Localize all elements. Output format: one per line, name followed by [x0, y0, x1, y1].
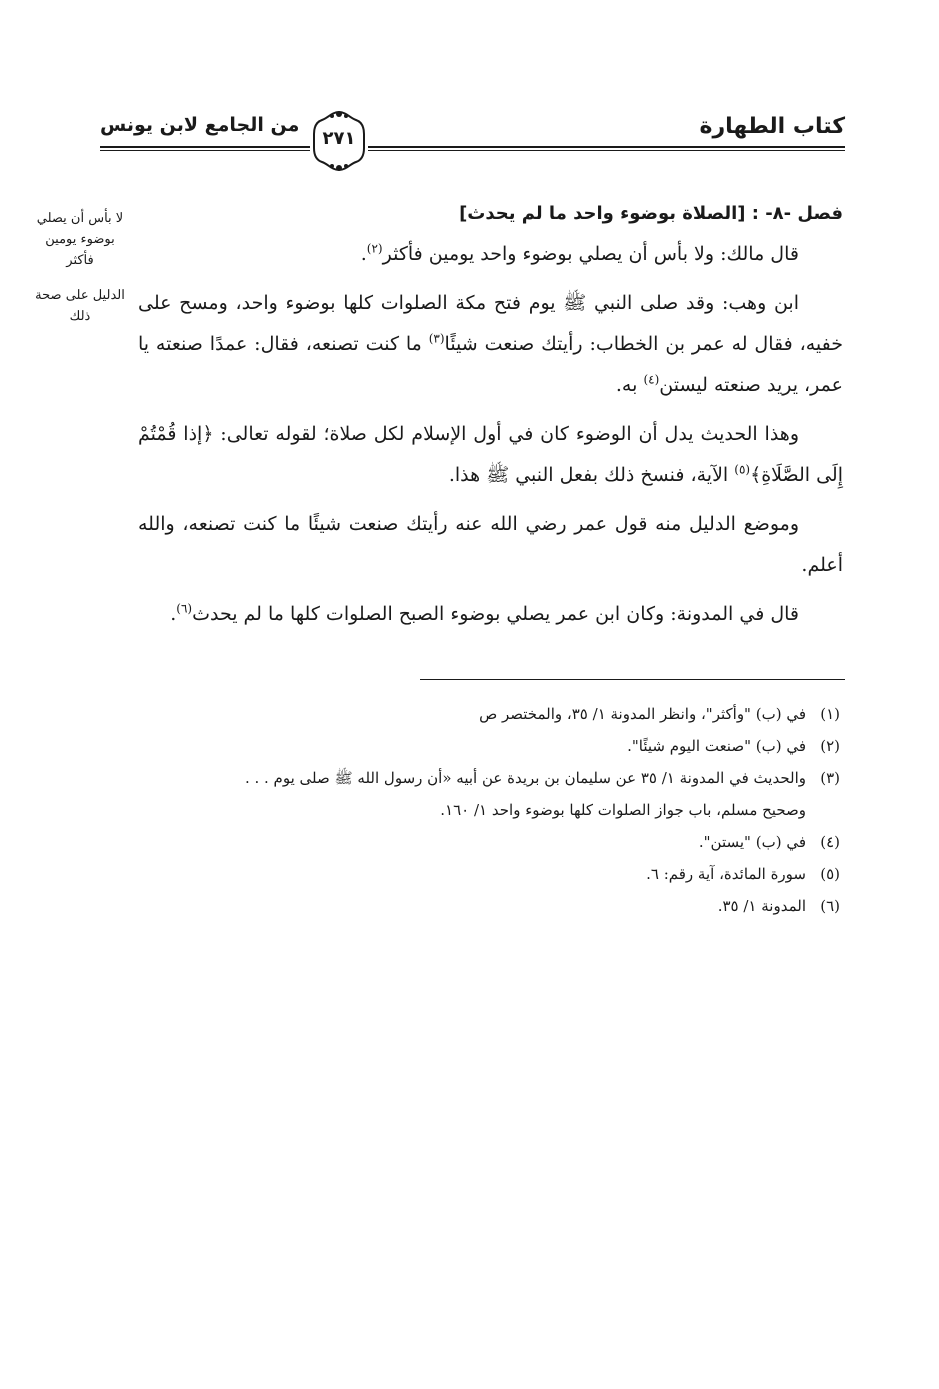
footnote [140, 890, 840, 922]
footnote [140, 762, 840, 794]
footnote-separator [420, 679, 845, 680]
paragraph-text: وهذا الحديث يدل أن الوضوء كان في أول الإسلام لكل صلاة؛ لقوله تعالى: ﴿إذا قُمْتُمْ إِلَى الصَّلَاةِ﴾ [138, 423, 843, 486]
footnote-ref: (٦) [176, 601, 193, 616]
footnote [140, 730, 840, 762]
running-title: من الجامع لابن يونس [100, 114, 309, 136]
paragraph-text: وموضع الدليل منه قول عمر رضي الله عنه رأيتك صنعت شيئًا ما كنت تصنعه، والله أعلم. [138, 513, 843, 576]
footnote-text: والحديث في المدونة ١/ ٣٥ عن سليمان بن بريدة عن أبيه «أن رسول الله ﷺ صلى يوم . . . [244, 769, 806, 787]
paragraph-text: قال في المدونة: وكان ابن عمر يصلي بوضوء الصبح الصلوات كلها ما لم يحدث [192, 603, 799, 625]
paragraph [138, 414, 843, 496]
paragraph [138, 504, 843, 586]
paragraph [138, 283, 843, 406]
footnote-ref: (٣) [428, 331, 445, 346]
book-title: كتاب الطهارة [690, 114, 845, 139]
footnote-continuation: وصحيح مسلم، باب جواز الصلوات كلها بوضوء واحد ١/ ١٦٠. [440, 801, 806, 819]
header-rule [100, 146, 845, 148]
margin-note: لا بأس أن يصلي بوضوء يومين فأكثر [36, 211, 124, 268]
footnote-number: (٣) [820, 769, 840, 787]
paragraph-tail: . [360, 243, 367, 265]
footnotes [140, 698, 840, 922]
paragraph-tail: . [170, 603, 177, 625]
page-number-ornament [310, 108, 368, 174]
footnote-number: (١) [820, 705, 840, 723]
footnote [140, 698, 840, 730]
footnote-text: سورة المائدة، آية رقم: ٦. [646, 865, 806, 883]
footnote [140, 858, 840, 890]
footnote-number: (٤) [820, 833, 840, 851]
footnote-ref: (٢) [366, 241, 383, 256]
paragraph [138, 234, 843, 275]
margin-notes [30, 208, 130, 341]
footnote-text: في (ب) "وأكثر"، وانظر المدونة ١/ ٣٥، والمختصر ص [479, 705, 806, 723]
paragraph-tail: ما كنت تصنعه، فقال: عمدًا صنعته يا عمر، يريد صنعته ليستن [138, 333, 843, 396]
footnote-ref: (٥) [734, 462, 751, 477]
footnote-text: المدونة ١/ ٣٥. [717, 897, 806, 915]
paragraph-text: ابن وهب: وقد صلى النبي ﷺ يوم فتح مكة الصلوات كلها بوضوء واحد، ومسح على خفيه، فقال له عمر بن الخطاب: رأيتك صنعت شيئًا [138, 292, 843, 355]
paragraph-text: قال مالك: ولا بأس أن يصلي بوضوء واحد يومين فأكثر [382, 243, 799, 265]
page-number: ٢٧١ [322, 128, 356, 149]
footnote-ref: (٤) [643, 372, 660, 387]
footnote-number: (٥) [820, 865, 840, 883]
footnote-number: (٢) [820, 737, 840, 755]
header-rule-thin [100, 150, 845, 151]
footnote-text: في (ب) "يستن". [698, 833, 806, 851]
footnote [140, 826, 840, 858]
margin-note: الدليل على صحة ذلك [35, 288, 125, 324]
page-header [100, 108, 845, 168]
footnote-number: (٦) [820, 897, 840, 915]
paragraph-tail: به. [615, 374, 644, 396]
footnote-text: في (ب) "صنعت اليوم شيئًا". [627, 737, 806, 755]
paragraph-tail: الآية، فنسخ ذلك بفعل النبي ﷺ هذا. [448, 464, 735, 486]
section-heading: فصل -٨- : [الصلاة بوضوء واحد ما لم يحدث] [459, 203, 843, 224]
main-text [138, 196, 843, 643]
paragraph [138, 594, 843, 635]
